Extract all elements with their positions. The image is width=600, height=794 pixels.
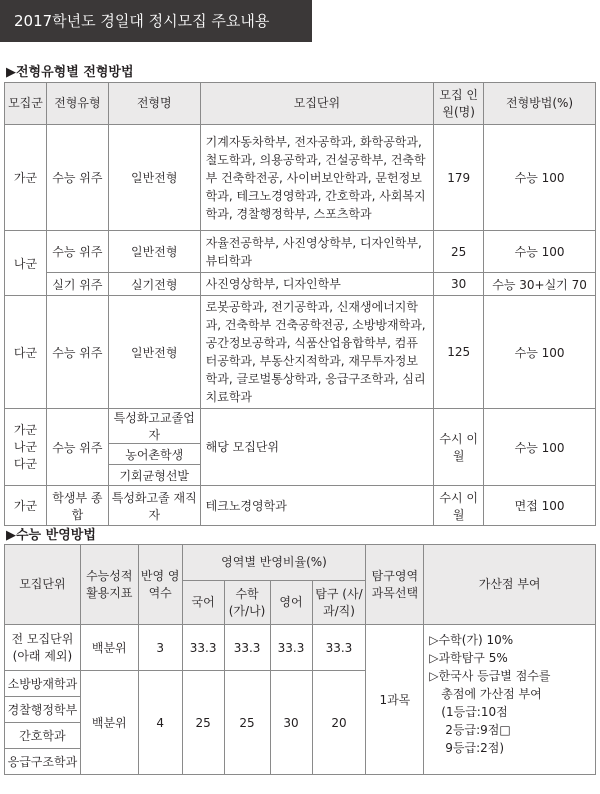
cell-name: 일반전형 — [108, 125, 200, 231]
page-title: 2017학년도 경일대 정시모집 주요내용 — [0, 0, 312, 42]
bonus-line: ▷과학탐구 5% — [429, 651, 508, 665]
header-ratio: 영역별 반영비율(%) — [182, 545, 366, 581]
cell-method: 수능 100 — [484, 296, 596, 409]
header-inquiry: 탐구영역 과목선택 — [366, 545, 424, 625]
admission-method-table — [4, 82, 596, 526]
cell-num: 3 — [138, 625, 182, 671]
cell-group: 가군 나군 다군 — [5, 409, 47, 486]
cell-name-sub: 특성화고교졸업자 — [108, 409, 200, 444]
cell-units: 로봇공학과, 전기공학과, 신재생에너지학과, 건축학부 건축공학전공, 소방방재학과, 공간정보공학과, 식품산업융합학부, 컴퓨터공학과, 부동산지적학과, 재무투자정보학과, 글로벌통상학과, 응급구조학과, 심리치료학과 — [200, 296, 434, 409]
cell-units: 해당 모집단위 — [200, 409, 434, 486]
cell-name: 일반전형 — [108, 296, 200, 409]
header-count: 모집 인원(명) — [434, 83, 484, 125]
suneung-method-table — [4, 544, 596, 775]
cell-name: 일반전형 — [108, 231, 200, 273]
table-header-row — [5, 83, 596, 125]
bonus-line: 총점에 가산점 부여 — [441, 687, 542, 701]
table-header-row — [5, 545, 596, 581]
cell-num: 4 — [138, 671, 182, 775]
cell-group: 가군 — [5, 486, 47, 526]
header-units: 모집단위 — [200, 83, 434, 125]
bonus-line: 2등급:9점□ — [445, 723, 511, 737]
header-bonus: 가산점 부여 — [424, 545, 596, 625]
table-row — [5, 409, 596, 444]
cell-inquiry-subject: 20 — [312, 671, 366, 775]
header-inquiry-subject: 탐구 (사/과/직) — [312, 581, 366, 625]
bonus-line: 9등급:2점) — [445, 741, 505, 755]
bonus-line: (1등급:10점 — [441, 705, 508, 719]
cell-method: 면접 100 — [484, 486, 596, 526]
cell-name-sub: 농어촌학생 — [108, 444, 200, 465]
cell-type: 학생부 종합 — [46, 486, 108, 526]
section1-heading: ▶전형유형별 전형방법 — [6, 65, 134, 80]
cell-group: 나군 — [5, 231, 47, 296]
table-row — [5, 296, 596, 409]
cell-count: 수시 이월 — [434, 486, 484, 526]
cell-index: 백분위 — [80, 625, 138, 671]
cell-inquiry-select: 1과목 — [366, 625, 424, 775]
cell-count: 30 — [434, 273, 484, 296]
table-row — [5, 486, 596, 526]
header-num: 반영 영역수 — [138, 545, 182, 625]
header-method: 전형방법(%) — [484, 83, 596, 125]
table-row — [5, 125, 596, 231]
cell-bonus — [424, 625, 596, 775]
header-unit: 모집단위 — [5, 545, 81, 625]
bonus-line: ▷한국사 등급별 점수를 — [429, 669, 551, 683]
cell-units: 테크노경영학과 — [200, 486, 434, 526]
cell-name: 실기전형 — [108, 273, 200, 296]
header-group: 모집군 — [5, 83, 47, 125]
cell-type: 수능 위주 — [46, 409, 108, 486]
cell-unit: 간호학과 — [5, 723, 81, 749]
cell-english: 30 — [270, 671, 312, 775]
header-type: 전형유형 — [46, 83, 108, 125]
cell-units: 기계자동차학부, 전자공학과, 화학공학과, 철도학과, 의용공학과, 건설공학부, 건축학부 건축학전공, 사이버보안학과, 문헌정보학과, 테크노경영학과, 간호학과, 사회복지학과, 경찰행정학부, 스포츠학과 — [200, 125, 434, 231]
header-index: 수능성적 활용지표 — [80, 545, 138, 625]
header-korean: 국어 — [182, 581, 224, 625]
section2-heading: ▶수능 반영방법 — [6, 528, 96, 543]
cell-english: 33.3 — [270, 625, 312, 671]
header-name: 전형명 — [108, 83, 200, 125]
cell-type: 실기 위주 — [46, 273, 108, 296]
cell-count: 25 — [434, 231, 484, 273]
cell-count: 수시 이월 — [434, 409, 484, 486]
cell-type: 수능 위주 — [46, 125, 108, 231]
table-row — [5, 625, 596, 671]
cell-unit: 소방방재학과 — [5, 671, 81, 697]
cell-math: 25 — [224, 671, 270, 775]
cell-method: 수능 100 — [484, 231, 596, 273]
table-row — [5, 273, 596, 296]
cell-math: 33.3 — [224, 625, 270, 671]
cell-group: 다군 — [5, 296, 47, 409]
cell-name: 특성화고졸 재직자 — [108, 486, 200, 526]
cell-unit: 전 모집단위 (아래 제외) — [5, 625, 81, 671]
cell-type: 수능 위주 — [46, 296, 108, 409]
header-english: 영어 — [270, 581, 312, 625]
header-math: 수학 (가/나) — [224, 581, 270, 625]
bonus-line: ▷수학(가) 10% — [429, 633, 514, 647]
cell-units: 자율전공학부, 사진영상학부, 디자인학부, 뷰티학과 — [200, 231, 434, 273]
cell-inquiry-subject: 33.3 — [312, 625, 366, 671]
cell-method: 수능 30+실기 70 — [484, 273, 596, 296]
cell-index: 백분위 — [80, 671, 138, 775]
cell-group: 가군 — [5, 125, 47, 231]
cell-count: 179 — [434, 125, 484, 231]
cell-unit: 경찰행정학부 — [5, 697, 81, 723]
cell-method: 수능 100 — [484, 125, 596, 231]
cell-count: 125 — [434, 296, 484, 409]
cell-name-sub: 기회균형선발 — [108, 465, 200, 486]
table-row — [5, 231, 596, 273]
cell-units: 사진영상학부, 디자인학부 — [200, 273, 434, 296]
cell-type: 수능 위주 — [46, 231, 108, 273]
cell-method: 수능 100 — [484, 409, 596, 486]
cell-korean: 25 — [182, 671, 224, 775]
cell-korean: 33.3 — [182, 625, 224, 671]
cell-unit: 응급구조학과 — [5, 749, 81, 775]
